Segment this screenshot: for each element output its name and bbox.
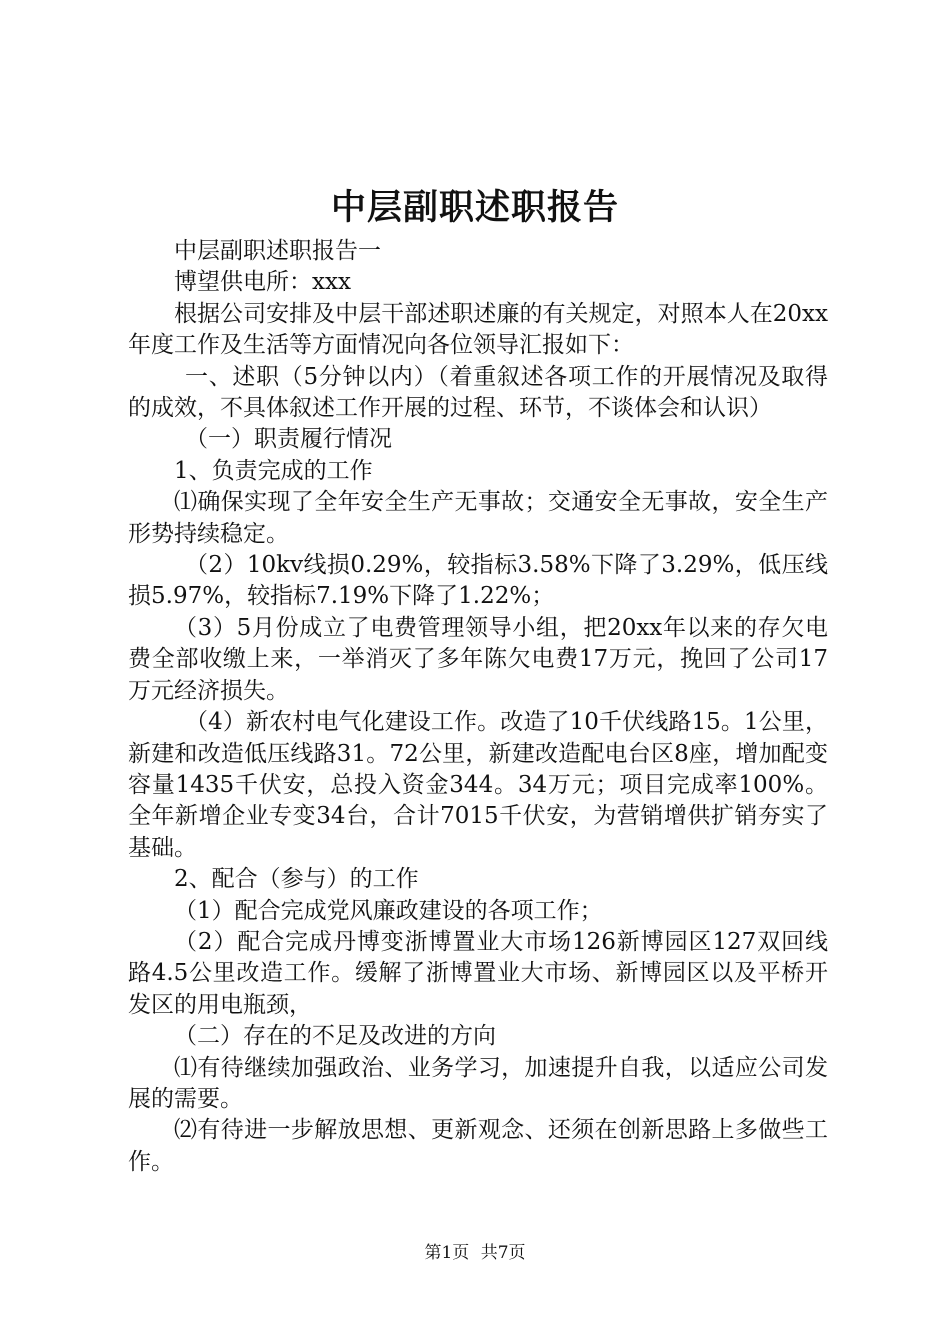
document-body — [128, 236, 828, 1178]
paragraph-author: 博望供电所：xxx — [174, 269, 351, 296]
paragraph-subsection-2: （二）存在的不足及改进的方向 — [174, 1023, 496, 1050]
paragraph-item-8: ⑵有待进一步解放思想、更新观念、还须在创新思路上多做些工作。 — [128, 1117, 828, 1175]
paragraph-subsection-1: （一）职责履行情况 — [185, 426, 392, 453]
paragraph-item-heading-1: 1、负责完成的工作 — [174, 457, 373, 484]
page-footer — [0, 1240, 950, 1266]
paragraph-item-7: ⑴有待继续加强政治、业务学习，加速提升自我，以适应公司发展的需要。 — [128, 1054, 828, 1112]
paragraph-subtitle: 中层副职述职报告一 — [174, 238, 381, 264]
paragraph-item-6: （2）配合完成丹博变浙博置业大市场126新博园区127双回线路4.5公里改造工作。缓解了浙博置业大市场、新博园区以及平桥开发区的用电瓶颈， — [128, 928, 828, 1018]
paragraph-item-1: ⑴确保实现了全年安全生产无事故；交通安全无事故，安全生产形势持续稳定。 — [128, 489, 828, 547]
paragraph-item-2: （2）10kv线损0.29%，较指标3.58%下降了3.29%，低压线损5.97%，较指标7.19%下降了1.22%； — [128, 552, 828, 610]
paragraph-item-5: （1）配合完成党风廉政建设的各项工作； — [174, 897, 603, 924]
paragraph-intro: 根据公司安排及中层干部述职述廉的有关规定，对照本人在20xx年度工作及生活等方面情况向各位领导汇报如下： — [128, 300, 828, 359]
paragraph-item-heading-2: 2、配合（参与）的工作 — [174, 866, 419, 893]
page-number: 第1页 — [424, 1243, 470, 1263]
page-total: 共7页 — [480, 1243, 526, 1263]
paragraph-item-4: （4）新农村电气化建设工作。改造了10千伏线路15。1公里，新建和改造低压线路31。72公里，新建改造配电台区8座，增加配变容量1435千伏安，总投入资金344。34万元；项目完成率100%。全年新增企业专变34台，合计7015千伏安，为营销增供扩销夯实了基础。 — [128, 709, 828, 861]
document-title: 中层副职述职报告 — [330, 187, 619, 228]
paragraph-item-3: （3）5月份成立了电费管理领导小组，把20xx年以来的存欠电费全部收缴上来，一举消灭了多年陈欠电费17万元，挽回了公司17万元经济损失。 — [128, 614, 828, 704]
paragraph-section-1: 一、述职（5分钟以内）（着重叙述各项工作的开展情况及取得的成效，不具体叙述工作开展的过程、环节，不谈体会和认识） — [128, 363, 828, 422]
